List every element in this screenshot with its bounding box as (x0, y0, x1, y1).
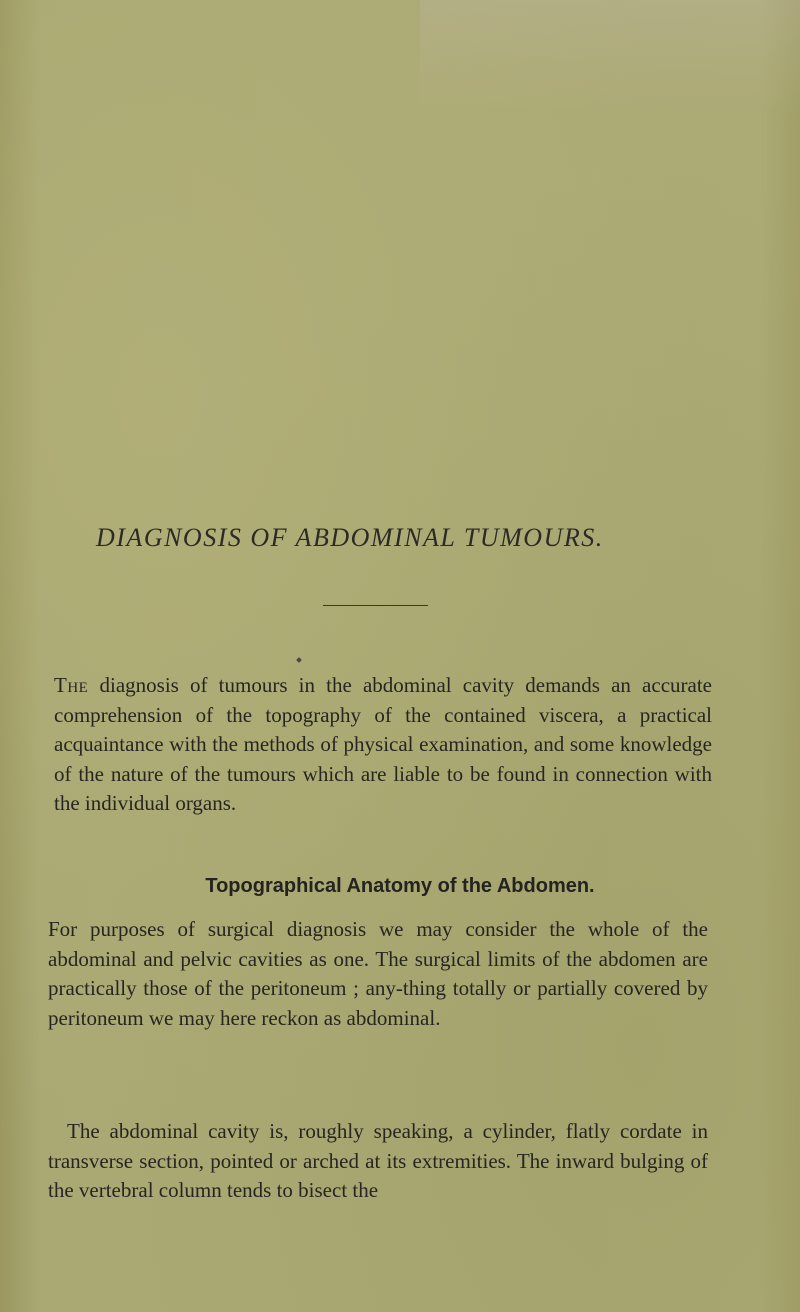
show-through-shadow (420, 0, 800, 110)
section-heading: Topographical Anatomy of the Abdomen. (205, 875, 595, 897)
body-paragraph-1: For purposes of surgical diagnosis we may consider the whole of the abdominal and pelvic cavities as one. The surgical limits of the abdomen are practically those of the peritoneum ; any-thing totally or partially covered by peritoneum we may here reckon as abdominal. (48, 917, 708, 1030)
body-paragraph-2: The abdominal cavity is, roughly speaking, a cylinder, flatly cordate in transverse section, pointed or arched at its extremities. The inward bulging of the vertebral column tends to bisect the (48, 1119, 708, 1203)
title-rule-divider (323, 605, 428, 606)
intro-text: diagnosis of tumours in the abdominal cavity demands an accurate comprehension of the topography of the contained viscera, a practical acquaintance with the methods of physical examination, and some knowledge of the nature of the tumours which are liable to be found in connection with the individual organs. (54, 673, 712, 816)
intro-paragraph (54, 671, 712, 819)
chapter-title: DIAGNOSIS OF ABDOMINAL TUMOURS. (96, 523, 604, 552)
intro-lead-word: The (54, 673, 89, 697)
printer-mark (296, 657, 302, 663)
